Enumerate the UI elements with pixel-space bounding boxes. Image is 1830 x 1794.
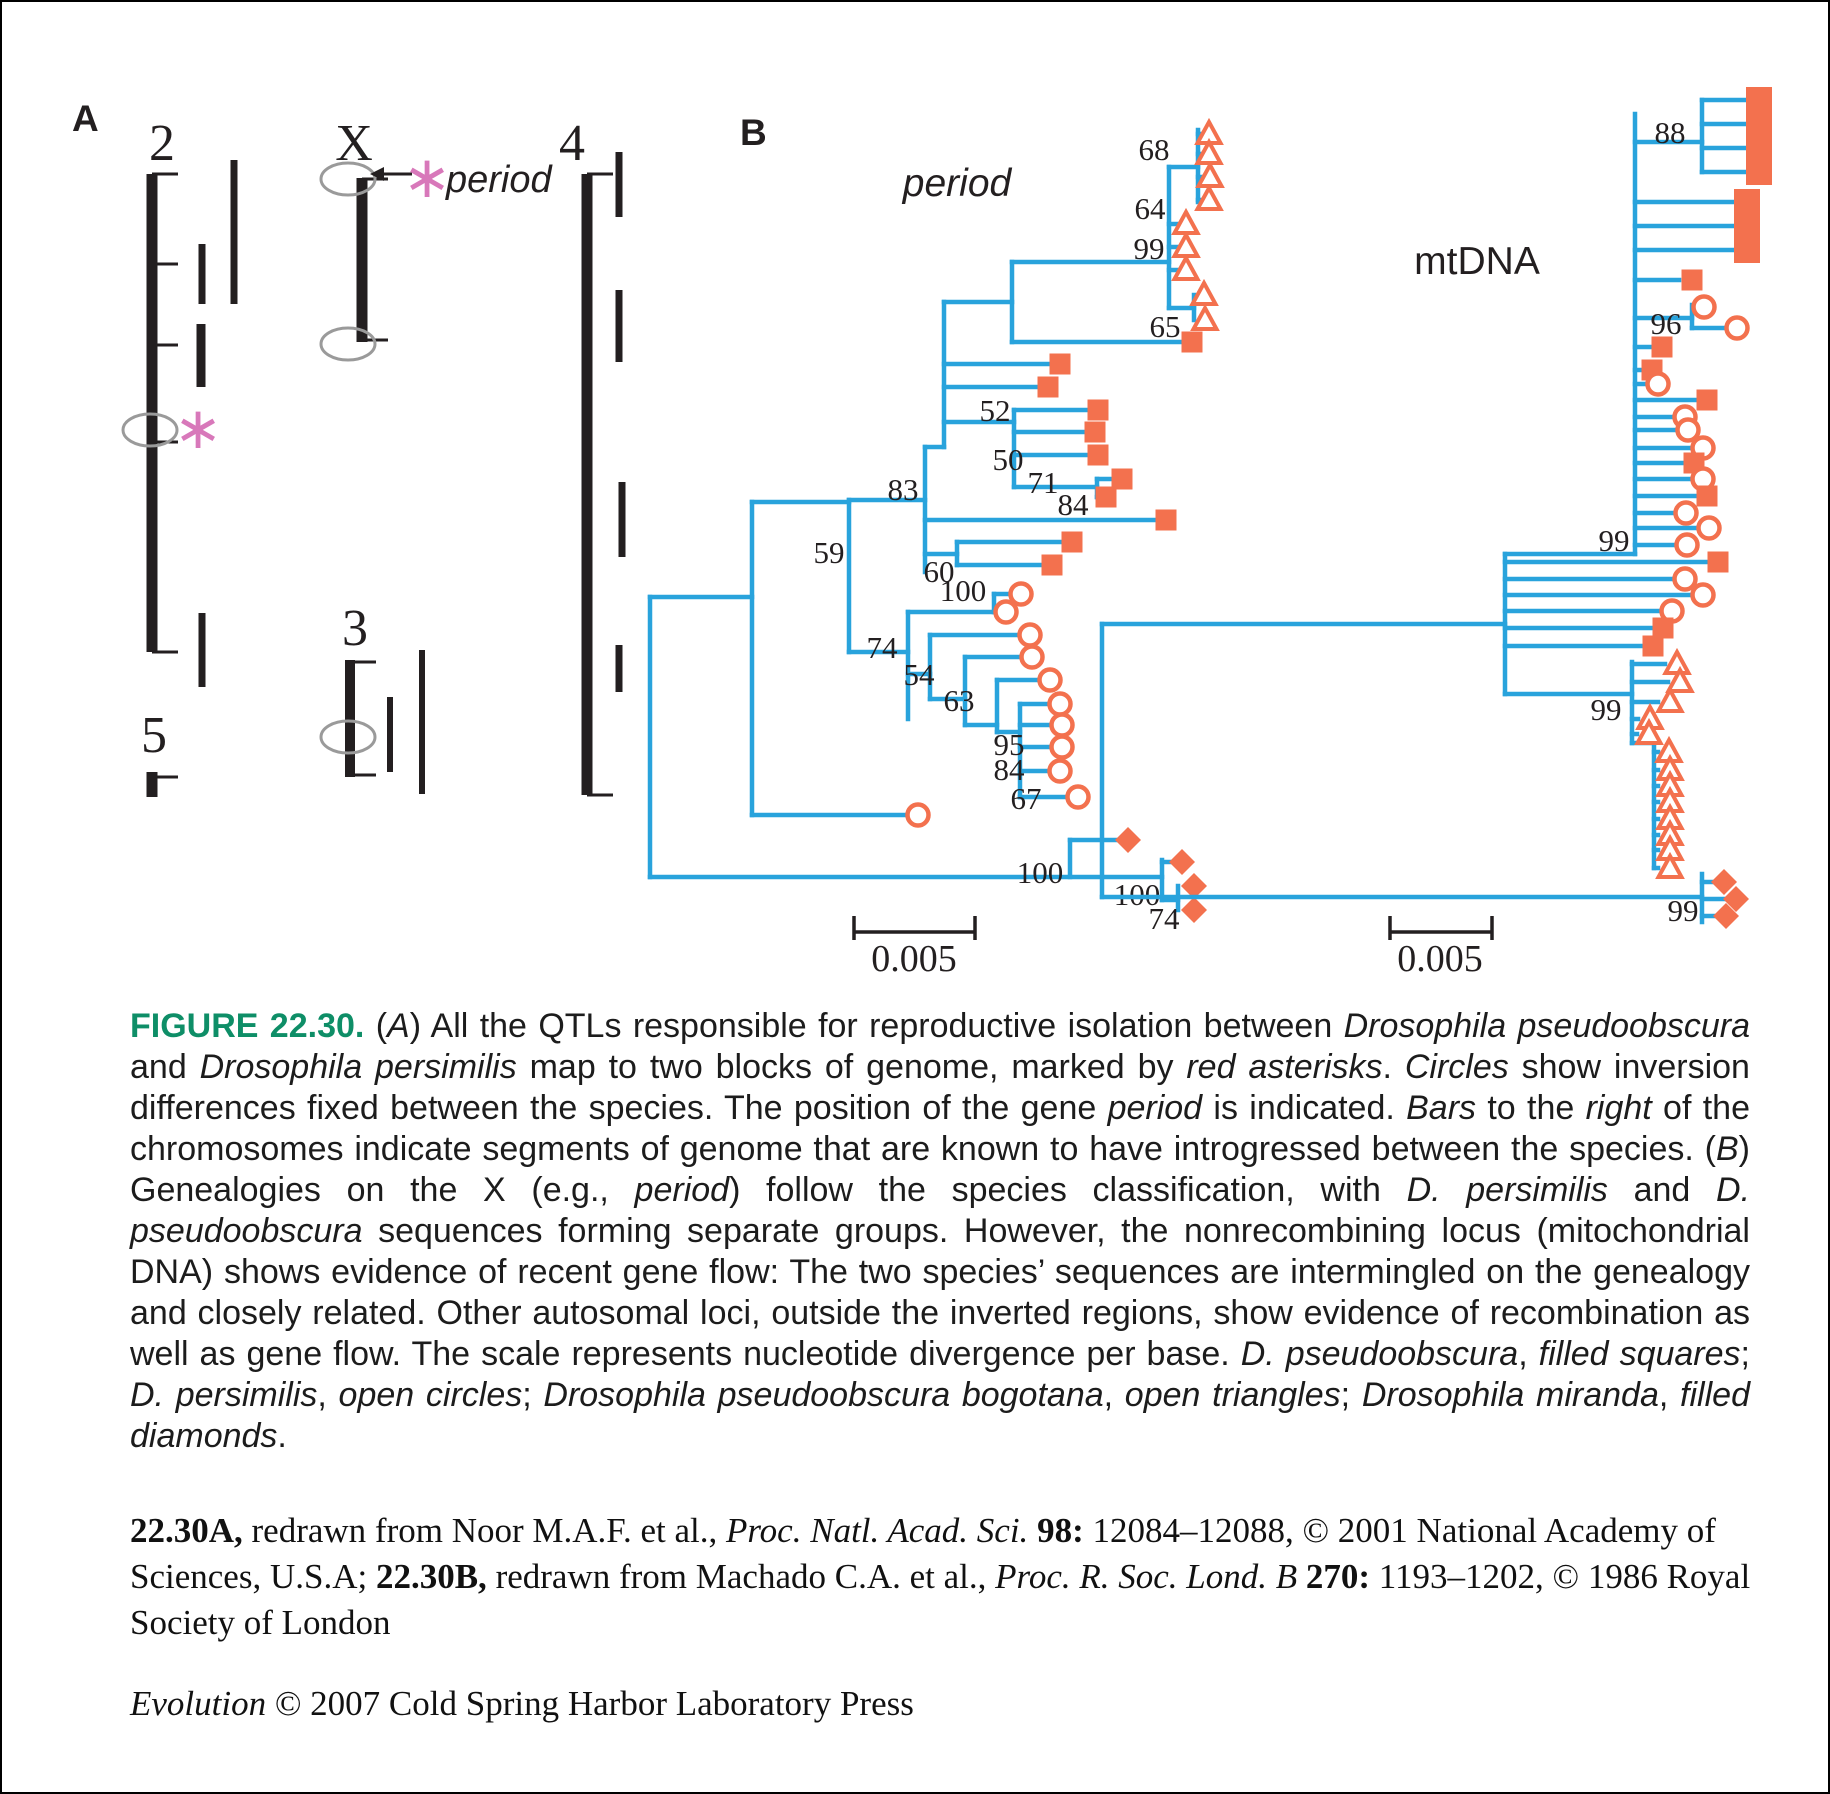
tip-filled-square — [1050, 354, 1071, 375]
tip-filled-square — [1112, 469, 1133, 490]
tip-open-circle — [1068, 787, 1089, 808]
text-run: D. persimilis — [1406, 1171, 1608, 1209]
bootstrap-value: 100 — [1016, 855, 1064, 890]
text-run — [1028, 1511, 1037, 1550]
tip-filled-square — [1096, 487, 1117, 508]
bootstrap-value: 67 — [1010, 781, 1042, 816]
chromosome-bar — [582, 174, 593, 795]
tip-filled-square — [1085, 422, 1106, 443]
tip-filled-square — [1038, 377, 1059, 398]
tip-filled-square — [1746, 159, 1772, 185]
introgressed-segment-bar — [619, 482, 626, 557]
bootstrap-value: 99 — [1667, 893, 1699, 928]
text-run: Drosophila pseudoobscura — [1343, 1007, 1751, 1045]
tip-filled-square — [1643, 636, 1664, 657]
text-run: open triangles — [1124, 1376, 1341, 1414]
text-run: , — [1103, 1376, 1125, 1414]
qtl-asterisk: ∗ — [173, 396, 223, 461]
text-run: filled squares — [1538, 1335, 1741, 1373]
text-run: Proc. Natl. Acad. Sci. — [725, 1511, 1029, 1550]
period-gene-label: period — [446, 159, 552, 201]
text-run: , — [1658, 1376, 1681, 1414]
tip-open-circle — [1011, 584, 1032, 605]
bootstrap-value: 64 — [1134, 191, 1166, 226]
tip-filled-square — [1746, 111, 1772, 137]
text-run: redrawn from Noor M.A.F. et al., — [242, 1511, 726, 1550]
tip-filled-square — [1697, 390, 1718, 411]
text-run: 22.30A, — [130, 1511, 243, 1550]
tip-open-circle — [1693, 585, 1714, 606]
copyright-footer — [130, 1684, 1754, 1724]
text-run: is indicated. — [1202, 1089, 1407, 1127]
tip-open-circle — [1052, 715, 1073, 736]
tip-open-triangle — [1194, 308, 1217, 329]
bootstrap-value: 84 — [993, 752, 1025, 787]
text-run: 1193–1202, © 1986 Royal Society of London — [130, 1557, 1751, 1642]
text-run: , — [317, 1376, 339, 1414]
bootstrap-value: 84 — [1057, 487, 1089, 522]
tip-filled-square — [1708, 552, 1729, 573]
tip-filled-square — [1682, 270, 1703, 291]
text-run: and — [1607, 1171, 1717, 1209]
tip-filled-diamond — [1169, 849, 1195, 875]
chromosome-label: 3 — [342, 600, 368, 657]
text-run: Drosophila pseudoobscura bogotana — [543, 1376, 1104, 1414]
text-run: to the — [1476, 1089, 1586, 1127]
bootstrap-value: 63 — [943, 683, 975, 718]
text-run: ) All the QTLs responsible for reproductive isolation between — [409, 1007, 1344, 1045]
tip-open-circle — [908, 805, 929, 826]
tip-open-circle — [1676, 503, 1697, 524]
tip-open-circle — [1677, 535, 1698, 556]
tip-filled-square — [1734, 189, 1760, 215]
bootstrap-value: 88 — [1654, 115, 1686, 150]
tip-open-circle — [1694, 297, 1715, 318]
introgressed-segment-bar — [616, 152, 623, 217]
text-run: ; — [522, 1376, 544, 1414]
text-run: 270: — [1305, 1557, 1371, 1596]
text-run: 98: — [1037, 1511, 1084, 1550]
tip-filled-diamond — [1181, 897, 1207, 923]
bootstrap-value: 60 — [923, 554, 955, 589]
tip-filled-square — [1734, 213, 1760, 239]
tip-filled-square — [1746, 87, 1772, 113]
text-run: D. pseudoobscura — [130, 1171, 1751, 1250]
tip-filled-diamond — [1115, 827, 1141, 853]
text-run: of the chromosomes indicate segments of genome that are known to have introgressed between the species. ( — [130, 1089, 1750, 1168]
bootstrap-value: 68 — [1138, 132, 1170, 167]
tip-open-triangle — [1666, 652, 1689, 673]
tip-filled-square — [1746, 135, 1772, 161]
bootstrap-value: 100 — [1113, 877, 1161, 912]
text-run: A — [387, 1007, 410, 1045]
period-tree-title: period — [902, 162, 1012, 205]
text-run: ( — [364, 1007, 388, 1045]
text-run: © 2007 Cold Spring Harbor Laboratory Press — [266, 1684, 914, 1723]
bootstrap-value: 95 — [993, 727, 1025, 762]
bootstrap-value: 65 — [1149, 309, 1181, 344]
text-run: Drosophila miranda — [1361, 1376, 1659, 1414]
tip-filled-square — [1653, 618, 1674, 639]
tip-open-triangle — [1659, 690, 1682, 711]
introgressed-segment-bar — [199, 613, 206, 687]
bootstrap-value: 99 — [1590, 692, 1622, 727]
text-run: FIGURE 22.30. — [130, 1007, 365, 1045]
tip-open-circle — [1050, 694, 1071, 715]
introgressed-segment-bar — [387, 697, 393, 772]
tip-filled-square — [1088, 445, 1109, 466]
text-run: period — [634, 1171, 730, 1209]
text-run: ; — [1740, 1335, 1750, 1373]
text-run — [1297, 1557, 1306, 1596]
chromosome-label: 4 — [559, 115, 585, 172]
bootstrap-value: 99 — [1133, 231, 1165, 266]
text-run: open circles — [338, 1376, 523, 1414]
tip-open-circle — [996, 602, 1017, 623]
introgressed-segment-bar — [231, 160, 238, 304]
introgressed-segment-bar — [197, 324, 206, 387]
chromosome-label: 5 — [141, 707, 167, 764]
tip-open-circle — [1675, 569, 1696, 590]
text-run: B — [1715, 1130, 1739, 1168]
text-run: show inversion differences fixed between the species. The position of the gene — [130, 1048, 1750, 1127]
text-run: and — [130, 1048, 200, 1086]
text-run: ) follow the species classification, with — [729, 1171, 1407, 1209]
bootstrap-value: 52 — [979, 393, 1011, 428]
text-run: sequences forming separate groups. However, the nonrecombining locus (mitochondrial DNA) shows evidence of recent gene flow: The two species’ sequences are intermingled on the genealogy and closely related. Other autosomal loci, outside the inverted regions, show evidence of recombination as well as gene flow. The scale represents nucleotide divergence per base. — [130, 1212, 1750, 1373]
panel-a-label: A — [72, 98, 99, 139]
tip-open-circle — [1648, 374, 1669, 395]
tip-open-circle — [1022, 647, 1043, 668]
introgressed-segment-bar — [199, 244, 206, 304]
tip-filled-square — [1697, 486, 1718, 507]
text-run: . — [277, 1417, 287, 1455]
introgressed-segment-bar — [616, 645, 623, 692]
chromosome-bar — [345, 660, 355, 777]
text-run: right — [1585, 1089, 1652, 1127]
bootstrap-value: 83 — [887, 472, 919, 507]
bootstrap-value: 59 — [813, 535, 845, 570]
panel-b-label: B — [740, 112, 767, 153]
introgressed-segment-bar — [616, 290, 623, 362]
mtdna-scale-label: 0.005 — [1397, 938, 1483, 980]
figure-graphics — [2, 2, 1830, 1002]
text-run: redrawn from Machado C.A. et al., — [486, 1557, 996, 1596]
tip-filled-square — [1156, 510, 1177, 531]
text-run: , — [1518, 1335, 1539, 1373]
tip-filled-square — [1088, 400, 1109, 421]
figure-credits — [130, 1508, 1754, 1646]
tip-open-circle — [1020, 625, 1041, 646]
text-run: map to two blocks of genome, marked by — [516, 1048, 1187, 1086]
bootstrap-value: 50 — [992, 442, 1024, 477]
bootstrap-value: 100 — [939, 573, 987, 608]
chromosome-bar — [357, 178, 368, 342]
text-run: ; — [1340, 1376, 1362, 1414]
text-run: period — [1107, 1089, 1203, 1127]
chromosome-label: 2 — [149, 115, 175, 172]
text-run: . — [1382, 1048, 1405, 1086]
tip-filled-square — [1734, 237, 1760, 263]
tip-filled-square — [1062, 532, 1083, 553]
tip-open-circle — [1727, 318, 1748, 339]
text-run: Circles — [1404, 1048, 1509, 1086]
text-run: Drosophila persimilis — [199, 1048, 517, 1086]
tip-open-circle — [1050, 761, 1071, 782]
bootstrap-value: 54 — [903, 657, 935, 692]
bootstrap-value: 74 — [866, 630, 898, 665]
period-scale-label: 0.005 — [871, 938, 957, 980]
tip-open-circle — [1699, 518, 1720, 539]
tip-open-circle — [1678, 420, 1699, 441]
text-run: Bars — [1406, 1089, 1477, 1127]
mtdna-tree-title: mtDNA — [1414, 240, 1540, 283]
text-run: 22.30B, — [375, 1557, 487, 1596]
inversion-circle — [321, 328, 375, 360]
qtl-asterisk: ∗ — [402, 145, 452, 210]
text-run: Evolution — [130, 1684, 267, 1723]
bootstrap-value: 71 — [1027, 465, 1059, 500]
tip-open-circle — [1052, 737, 1073, 758]
text-run: Proc. R. Soc. Lond. B — [995, 1557, 1298, 1596]
tip-open-circle — [1040, 670, 1061, 691]
introgressed-segment-bar — [419, 650, 425, 794]
figure-caption — [130, 1006, 1750, 1457]
text-run: 12084–12088, © 2001 National Academy of Sciences, U.S.A; — [130, 1511, 1716, 1596]
tip-filled-square — [1182, 332, 1203, 353]
tip-filled-square — [1042, 555, 1063, 576]
text-run: D. persimilis — [130, 1376, 318, 1414]
bootstrap-value: 99 — [1598, 523, 1630, 558]
text-run: red asterisks — [1186, 1048, 1383, 1086]
chromosome-label: X — [335, 115, 373, 172]
text-run: ) Genealogies on the X (e.g., — [130, 1130, 1750, 1209]
text-run: filled diamonds — [130, 1376, 1750, 1455]
bootstrap-value: 96 — [1650, 306, 1682, 341]
text-run: D. pseudoobscura — [1240, 1335, 1519, 1373]
bootstrap-value: 74 — [1148, 901, 1180, 936]
